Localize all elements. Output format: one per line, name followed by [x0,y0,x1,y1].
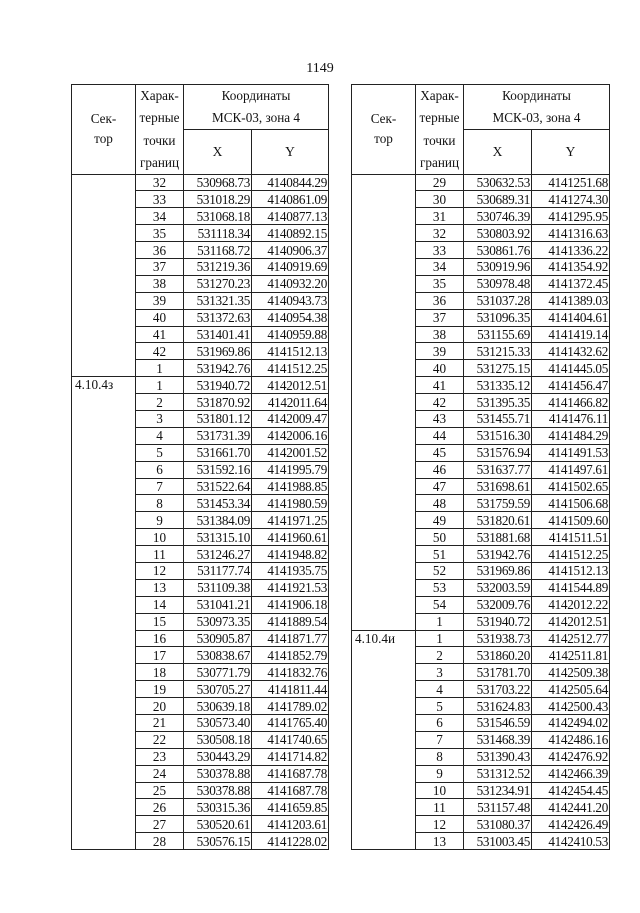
x-cell: 530919.96 [464,258,532,275]
x-cell: 531576.94 [464,444,532,461]
header-sector-line2: тор [374,131,393,147]
point-cell: 42 [136,343,184,360]
point-cell: 39 [136,292,184,309]
x-cell: 531109.38 [184,579,252,596]
point-cell: 2 [416,647,464,664]
y-cell: 4142011.64 [252,394,329,411]
x-cell: 531315.10 [184,529,252,546]
point-cell: 26 [136,799,184,816]
y-cell: 4142009.47 [252,410,329,427]
x-cell: 531215.33 [464,343,532,360]
y-cell: 4141511.51 [532,529,610,546]
point-cell: 25 [136,782,184,799]
point-cell: 36 [136,242,184,259]
x-cell: 530443.29 [184,748,252,765]
x-cell: 530508.18 [184,731,252,748]
point-cell: 51 [416,546,464,563]
point-cell: 10 [416,782,464,799]
y-cell: 4141512.25 [532,546,610,563]
point-cell: 46 [416,461,464,478]
y-cell: 4141659.85 [252,799,329,816]
y-cell: 4142512.77 [532,630,610,647]
y-cell: 4141980.59 [252,495,329,512]
sector-cell: 4.10.4и [352,630,416,850]
y-cell: 4141228.02 [252,833,329,850]
header-coords-line1: Координаты [221,88,291,103]
point-cell: 13 [416,833,464,850]
table-row [72,174,329,191]
x-cell: 531246.27 [184,546,252,563]
point-cell: 2 [136,394,184,411]
y-cell: 4141456.47 [532,377,610,394]
y-cell: 4141852.79 [252,647,329,664]
point-cell: 32 [416,225,464,242]
header-points-line2: терные [139,110,180,126]
y-cell: 4141512.25 [252,360,329,377]
x-cell: 531453.34 [184,495,252,512]
point-cell: 48 [416,495,464,512]
y-cell: 4141336.22 [532,242,610,259]
y-cell: 4142454.45 [532,782,610,799]
y-cell: 4141960.61 [252,529,329,546]
header-sector-line1: Сек- [370,111,397,127]
x-cell: 531037.28 [464,292,532,309]
x-cell: 532009.76 [464,596,532,613]
point-cell: 19 [136,681,184,698]
x-cell: 531395.35 [464,394,532,411]
point-cell: 30 [416,191,464,208]
point-cell: 13 [136,579,184,596]
point-cell: 1 [136,377,184,394]
x-cell: 531270.23 [184,275,252,292]
header-sector [352,85,416,175]
point-cell: 7 [416,731,464,748]
point-cell: 11 [416,799,464,816]
y-cell: 4141544.89 [532,579,610,596]
header-x: X [184,130,252,175]
x-cell: 530968.73 [184,174,252,191]
header-coords-line2: МСК-03, зона 4 [211,110,301,125]
x-cell: 531940.72 [184,377,252,394]
y-cell: 4140844.29 [252,174,329,191]
y-cell: 4141906.18 [252,596,329,613]
point-cell: 4 [136,427,184,444]
y-cell: 4142006.16 [252,427,329,444]
x-cell: 530378.88 [184,782,252,799]
point-cell: 4 [416,681,464,698]
coordinates-table-left [71,84,329,850]
y-cell: 4142012.51 [532,613,610,630]
y-cell: 4140959.88 [252,326,329,343]
x-cell: 531942.76 [464,546,532,563]
x-cell: 531546.59 [464,715,532,732]
x-cell: 531703.22 [464,681,532,698]
x-cell: 530771.79 [184,664,252,681]
header-x: X [464,130,532,175]
header-coords [184,85,329,130]
header-coords [464,85,610,130]
y-cell: 4141497.61 [532,461,610,478]
x-cell: 531384.09 [184,512,252,529]
x-cell: 531860.20 [464,647,532,664]
point-cell: 1 [416,613,464,630]
y-cell: 4140943.73 [252,292,329,309]
point-cell: 35 [136,225,184,242]
y-cell: 4141372.45 [532,275,610,292]
point-cell: 40 [416,360,464,377]
x-cell: 531516.30 [464,427,532,444]
x-cell: 531219.36 [184,258,252,275]
x-cell: 531938.73 [464,630,532,647]
x-cell: 530632.53 [464,174,532,191]
right-table-body [352,174,610,850]
header-y: Y [252,130,329,175]
x-cell: 530705.27 [184,681,252,698]
point-cell: 16 [136,630,184,647]
point-cell: 21 [136,715,184,732]
x-cell: 531372.63 [184,309,252,326]
x-cell: 531168.72 [184,242,252,259]
y-cell: 4141889.54 [252,613,329,630]
coordinates-table-right [351,84,610,850]
x-cell: 531592.16 [184,461,252,478]
y-cell: 4142441.20 [532,799,610,816]
y-cell: 4141687.78 [252,765,329,782]
point-cell: 50 [416,529,464,546]
y-cell: 4141995.79 [252,461,329,478]
point-cell: 11 [136,546,184,563]
x-cell: 531781.70 [464,664,532,681]
x-cell: 530315.36 [184,799,252,816]
y-cell: 4140861.09 [252,191,329,208]
point-cell: 22 [136,731,184,748]
x-cell: 531155.69 [464,326,532,343]
x-cell: 531820.61 [464,512,532,529]
y-cell: 4141789.02 [252,698,329,715]
y-cell: 4142012.51 [252,377,329,394]
point-cell: 15 [136,613,184,630]
y-cell: 4141295.95 [532,208,610,225]
x-cell: 531157.48 [464,799,532,816]
point-cell: 20 [136,698,184,715]
x-cell: 531731.39 [184,427,252,444]
x-cell: 530573.40 [184,715,252,732]
header-points-line1: Харак- [140,88,179,104]
y-cell: 4142509.38 [532,664,610,681]
sector-cell [352,174,416,630]
point-cell: 33 [136,191,184,208]
point-cell: 47 [416,478,464,495]
x-cell: 531321.35 [184,292,252,309]
x-cell: 531637.77 [464,461,532,478]
header-points-cont [136,130,184,175]
header-points-line2: терные [419,110,460,126]
y-cell: 4142410.53 [532,833,610,850]
x-cell: 531096.35 [464,309,532,326]
point-cell: 39 [416,343,464,360]
x-cell: 531698.61 [464,478,532,495]
y-cell: 4141811.44 [252,681,329,698]
x-cell: 531080.37 [464,816,532,833]
point-cell: 38 [416,326,464,343]
table-row [352,174,610,191]
x-cell: 530978.48 [464,275,532,292]
y-cell: 4141832.76 [252,664,329,681]
page-number: 1149 [306,61,334,76]
y-cell: 4141988.85 [252,478,329,495]
y-cell: 4141491.53 [532,444,610,461]
y-cell: 4141921.53 [252,579,329,596]
y-cell: 4142500.43 [532,698,610,715]
point-cell: 37 [416,309,464,326]
x-cell: 530746.39 [464,208,532,225]
point-cell: 42 [416,394,464,411]
y-cell: 4141765.40 [252,715,329,732]
y-cell: 4140932.20 [252,275,329,292]
y-cell: 4141512.13 [252,343,329,360]
point-cell: 5 [136,444,184,461]
point-cell: 14 [136,596,184,613]
y-cell: 4141203.61 [252,816,329,833]
x-cell: 531275.15 [464,360,532,377]
y-cell: 4141316.63 [532,225,610,242]
point-cell: 36 [416,292,464,309]
y-cell: 4141354.92 [532,258,610,275]
x-cell: 530639.18 [184,698,252,715]
y-cell: 4141251.68 [532,174,610,191]
x-cell: 531522.64 [184,478,252,495]
header-points [416,85,464,130]
y-cell: 4142466.39 [532,765,610,782]
x-cell: 530689.31 [464,191,532,208]
header-points-line4: границ [139,154,180,170]
y-cell: 4141714.82 [252,748,329,765]
point-cell: 40 [136,309,184,326]
y-cell: 4141445.05 [532,360,610,377]
y-cell: 4140877.13 [252,208,329,225]
header-points-line4: границ [419,154,460,170]
x-cell: 531390.43 [464,748,532,765]
y-cell: 4141484.29 [532,427,610,444]
x-cell: 531759.59 [464,495,532,512]
y-cell: 4141740.65 [252,731,329,748]
point-cell: 28 [136,833,184,850]
y-cell: 4140919.69 [252,258,329,275]
y-cell: 4142505.64 [532,681,610,698]
x-cell: 530973.35 [184,613,252,630]
point-cell: 34 [136,208,184,225]
x-cell: 531312.52 [464,765,532,782]
header-coords-line1: Координаты [502,88,571,103]
table-row [72,377,329,394]
x-cell: 531018.29 [184,191,252,208]
point-cell: 43 [416,410,464,427]
x-cell: 531234.91 [464,782,532,799]
x-cell: 531661.70 [184,444,252,461]
point-cell: 23 [136,748,184,765]
x-cell: 530803.92 [464,225,532,242]
x-cell: 530378.88 [184,765,252,782]
point-cell: 17 [136,647,184,664]
x-cell: 531401.41 [184,326,252,343]
left-table-body [72,174,329,850]
x-cell: 531003.45 [464,833,532,850]
point-cell: 24 [136,765,184,782]
sector-cell [72,174,136,377]
y-cell: 4141389.03 [532,292,610,309]
header-points [136,85,184,130]
point-cell: 44 [416,427,464,444]
header-points-line1: Харак- [420,88,459,104]
header-points-line3: точки [143,132,176,148]
y-cell: 4141506.68 [532,495,610,512]
point-cell: 34 [416,258,464,275]
point-cell: 3 [416,664,464,681]
point-cell: 12 [416,816,464,833]
point-cell: 1 [136,360,184,377]
point-cell: 49 [416,512,464,529]
y-cell: 4142494.02 [532,715,610,732]
point-cell: 12 [136,562,184,579]
point-cell: 9 [416,765,464,782]
point-cell: 54 [416,596,464,613]
y-cell: 4141432.62 [532,343,610,360]
x-cell: 531942.76 [184,360,252,377]
point-cell: 9 [136,512,184,529]
table-row [352,630,610,647]
x-cell: 531455.71 [464,410,532,427]
point-cell: 35 [416,275,464,292]
point-cell: 7 [136,478,184,495]
point-cell: 29 [416,174,464,191]
point-cell: 41 [416,377,464,394]
y-cell: 4142012.22 [532,596,610,613]
point-cell: 38 [136,275,184,292]
point-cell: 10 [136,529,184,546]
x-cell: 531940.72 [464,613,532,630]
y-cell: 4140954.38 [252,309,329,326]
x-cell: 530838.67 [184,647,252,664]
header-sector [72,85,136,175]
x-cell: 531969.86 [184,343,252,360]
x-cell: 531118.34 [184,225,252,242]
x-cell: 530520.61 [184,816,252,833]
sector-cell: 4.10.4з [72,377,136,850]
x-cell: 531068.18 [184,208,252,225]
x-cell: 531335.12 [464,377,532,394]
point-cell: 18 [136,664,184,681]
header-points-cont [416,130,464,175]
x-cell: 531801.12 [184,410,252,427]
y-cell: 4141404.61 [532,309,610,326]
header-y: Y [532,130,610,175]
header-points-line3: точки [423,132,456,148]
y-cell: 4141935.75 [252,562,329,579]
y-cell: 4141476.11 [532,410,610,427]
y-cell: 4142486.16 [532,731,610,748]
point-cell: 3 [136,410,184,427]
y-cell: 4141509.60 [532,512,610,529]
point-cell: 6 [416,715,464,732]
point-cell: 5 [416,698,464,715]
point-cell: 33 [416,242,464,259]
x-cell: 530905.87 [184,630,252,647]
x-cell: 531881.68 [464,529,532,546]
y-cell: 4140892.15 [252,225,329,242]
point-cell: 8 [136,495,184,512]
point-cell: 27 [136,816,184,833]
y-cell: 4141871.77 [252,630,329,647]
x-cell: 531468.39 [464,731,532,748]
x-cell: 530576.15 [184,833,252,850]
x-cell: 531177.74 [184,562,252,579]
y-cell: 4141502.65 [532,478,610,495]
point-cell: 41 [136,326,184,343]
x-cell: 531624.83 [464,698,532,715]
point-cell: 8 [416,748,464,765]
y-cell: 4141971.25 [252,512,329,529]
header-sector-line2: тор [94,131,113,147]
point-cell: 32 [136,174,184,191]
x-cell: 531041.21 [184,596,252,613]
header-sector-line1: Сек- [90,111,117,127]
x-cell: 532003.59 [464,579,532,596]
header-coords-line2: МСК-03, зона 4 [492,110,581,125]
y-cell: 4142001.52 [252,444,329,461]
y-cell: 4141466.82 [532,394,610,411]
point-cell: 6 [136,461,184,478]
point-cell: 45 [416,444,464,461]
point-cell: 37 [136,258,184,275]
point-cell: 53 [416,579,464,596]
y-cell: 4140906.37 [252,242,329,259]
y-cell: 4141419.14 [532,326,610,343]
point-cell: 31 [416,208,464,225]
y-cell: 4142511.81 [532,647,610,664]
x-cell: 531969.86 [464,562,532,579]
y-cell: 4142476.92 [532,748,610,765]
y-cell: 4142426.49 [532,816,610,833]
x-cell: 531870.92 [184,394,252,411]
y-cell: 4141512.13 [532,562,610,579]
x-cell: 530861.76 [464,242,532,259]
point-cell: 1 [416,630,464,647]
y-cell: 4141274.30 [532,191,610,208]
point-cell: 52 [416,562,464,579]
y-cell: 4141687.78 [252,782,329,799]
y-cell: 4141948.82 [252,546,329,563]
